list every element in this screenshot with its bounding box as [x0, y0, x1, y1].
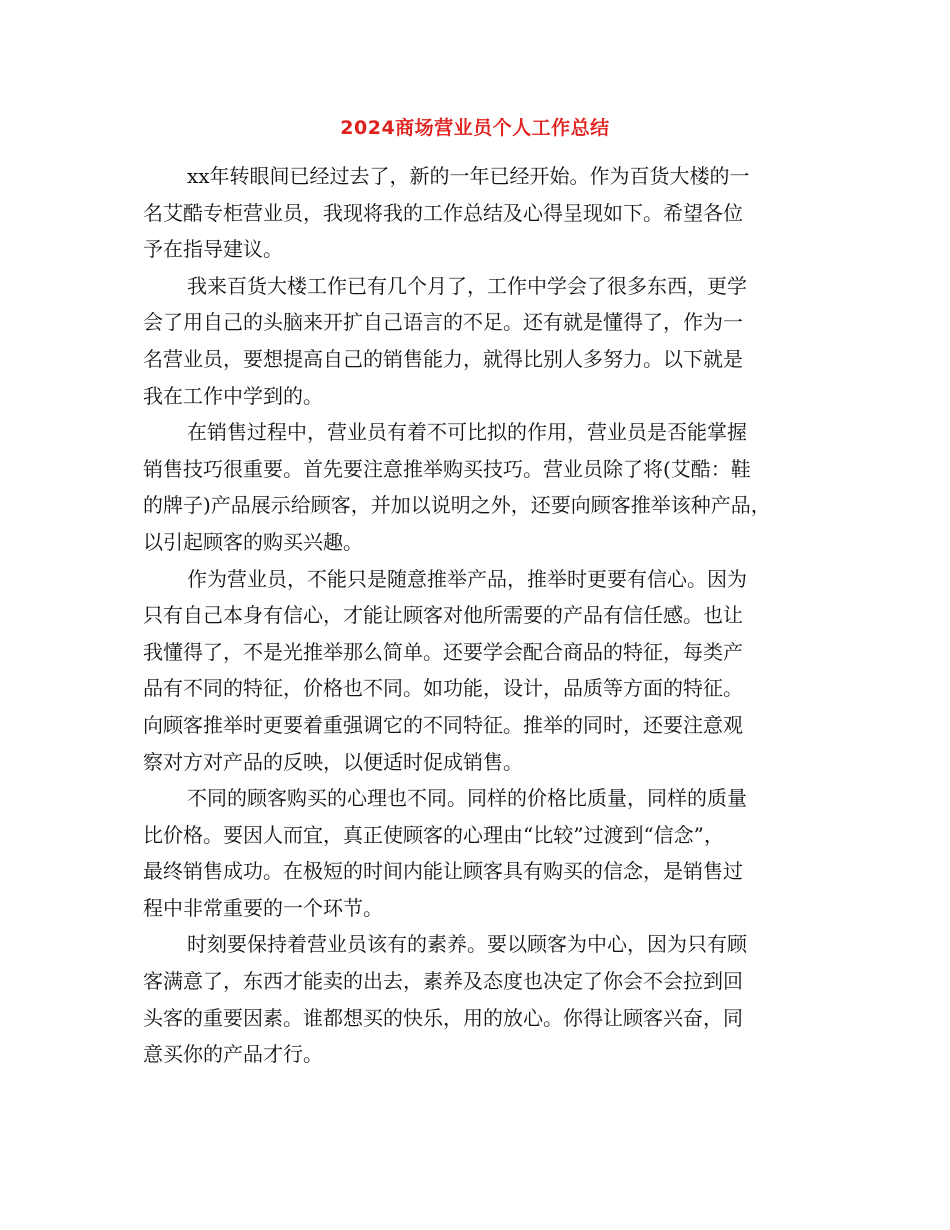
- paragraph-line: 在销售过程中，营业员有着不可比拟的作用，营业员是否能掌握: [187, 420, 747, 445]
- paragraph-line: 意买你的产品才行。: [143, 1042, 323, 1067]
- paragraph-line: 名艾酷专柜营业员，我现将我的工作总结及心得呈现如下。希望各位: [143, 200, 743, 225]
- paragraph-line: 客满意了，东西才能卖的出去，素养及态度也决定了你会不会拉到回: [143, 969, 743, 994]
- paragraph-line: 比价格。要因人而宜，真正使顾客的心理由“比较”过渡到“信念”，: [143, 822, 724, 847]
- paragraph-line: 我来百货大楼工作已有几个月了，工作中学会了很多东西，更学: [187, 273, 747, 298]
- paragraph-line: 予在指导建议。: [143, 237, 283, 262]
- paragraph-line: 作为营业员，不能只是随意推举产品，推举时更要有信心。因为: [187, 566, 747, 591]
- paragraph-2: [143, 268, 805, 414]
- paragraph-6: [143, 926, 805, 1072]
- document-title: 2024商场营业员个人工作总结: [340, 117, 610, 139]
- paragraph-4: [143, 561, 805, 781]
- paragraph-line: 品有不同的特征，价格也不同。如功能，设计，品质等方面的特征。: [143, 676, 743, 701]
- paragraph-line: 察对方对产品的反映，以便适时促成销售。: [143, 749, 523, 774]
- paragraph-line: 我懂得了，不是光推举那么简单。还要学会配合商品的特征，每类产: [143, 639, 743, 664]
- paragraph-3: [143, 414, 805, 560]
- paragraph-line: 以引起顾客的购买兴趣。: [143, 529, 363, 554]
- paragraph-line: 向顾客推举时更要着重强调它的不同特征。推举的同时，还要注意观: [143, 712, 743, 737]
- paragraph-line: 最终销售成功。在极短的时间内能让顾客具有购买的信念，是销售过: [143, 859, 743, 884]
- paragraph-1: [143, 158, 805, 268]
- paragraph-line: 程中非常重要的一个环节。: [143, 895, 383, 920]
- paragraph-line: 我在工作中学到的。: [143, 383, 323, 408]
- paragraph-line: 的牌子)产品展示给顾客，并加以说明之外，还要向顾客推举该种产品，: [143, 493, 771, 518]
- paragraph-line: xx年转眼间已经过去了，新的一年已经开始。作为百货大楼的一: [187, 164, 750, 188]
- paragraph-line: 销售技巧很重要。首先要注意推举购买技巧。营业员除了将(艾酷：鞋: [143, 456, 751, 481]
- paragraph-line: 只有自己本身有信心，才能让顾客对他所需要的产品有信任感。也让: [143, 603, 743, 628]
- document-body: [143, 158, 805, 1073]
- paragraph-line: 不同的顾客购买的心理也不同。同样的价格比质量，同样的质量: [187, 786, 747, 811]
- paragraph-line: 会了用自己的头脑来开扩自己语言的不足。还有就是懂得了，作为一: [143, 310, 743, 335]
- paragraph-line: 时刻要保持着营业员该有的素养。要以顾客为中心，因为只有顾: [187, 932, 747, 957]
- paragraph-5: [143, 780, 805, 926]
- paragraph-line: 名营业员，要想提高自己的销售能力，就得比别人多努力。以下就是: [143, 346, 743, 371]
- paragraph-line: 头客的重要因素。谁都想买的快乐，用的放心。你得让顾客兴奋，同: [143, 1005, 743, 1030]
